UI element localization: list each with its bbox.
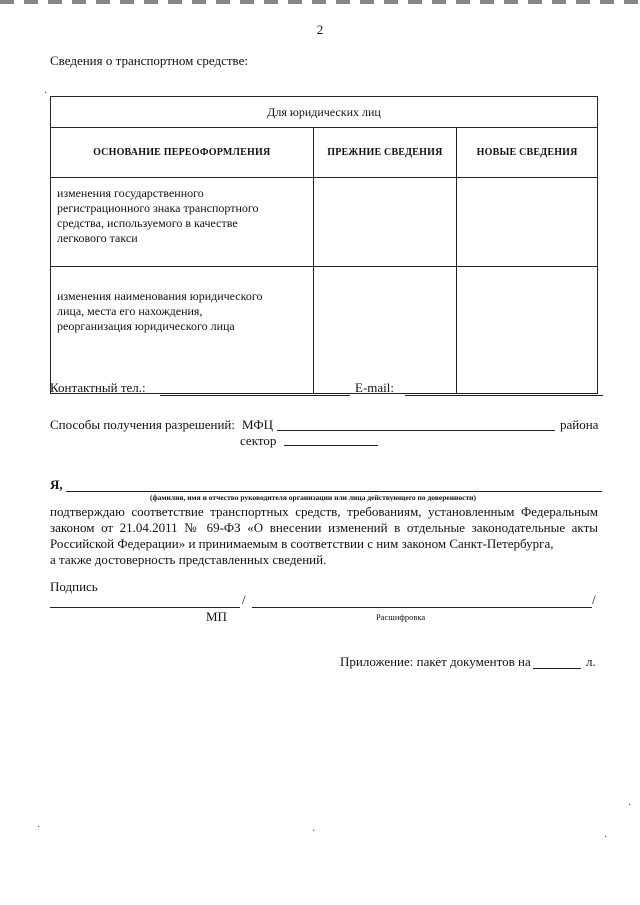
reason-line: регистрационного знака транспортного — [57, 201, 259, 215]
new-info-field[interactable] — [457, 178, 598, 267]
reason-line: средства, используемого в качестве — [57, 216, 238, 230]
scan-artifact-mark: · — [604, 832, 608, 843]
table-caption: Для юридических лиц — [51, 97, 598, 128]
stamp-label: МП — [206, 609, 227, 624]
signature-field[interactable] — [50, 607, 240, 608]
attachment-pages-field[interactable] — [533, 655, 581, 669]
reason-line: лица, места его нахождения, — [57, 304, 203, 318]
district-label: района — [560, 417, 599, 432]
new-info-field[interactable] — [457, 267, 598, 394]
scan-artifact-mark: · — [628, 800, 632, 811]
vehicle-info-table — [50, 96, 598, 394]
signature-label: Подпись — [50, 579, 98, 594]
reason-cell — [51, 178, 314, 267]
scan-artifact-mark: · — [44, 88, 48, 99]
slash-separator: / — [592, 592, 596, 607]
phone-label: Контактный тел.: — [50, 380, 146, 395]
slash-separator: / — [242, 592, 246, 607]
column-header-previous: ПРЕЖНИЕ СВЕДЕНИЯ — [313, 128, 457, 178]
table-row — [51, 267, 598, 394]
signature-transcript-field[interactable] — [252, 607, 592, 608]
name-field-caption: (фамилия, имя и отчество руководителя организации или лица действующего по доверенности) — [150, 493, 476, 502]
scan-artifact-mark: · — [37, 822, 41, 833]
applicant-name-field[interactable] — [66, 478, 602, 492]
table-row — [51, 178, 598, 267]
phone-field[interactable] — [160, 381, 350, 396]
page-top-edge — [0, 0, 640, 4]
ya-label: Я, — [50, 477, 63, 492]
reason-line: легкового такси — [57, 231, 138, 245]
section-title: Сведения о транспортном средстве: — [50, 53, 248, 68]
mfc-label: МФЦ — [242, 417, 274, 432]
previous-info-field[interactable] — [313, 178, 457, 267]
declaration-last-line: а также достоверность представленных сведений. — [50, 552, 327, 567]
page-number: 2 — [316, 22, 324, 37]
attachment-suffix: л. — [586, 654, 596, 669]
declaration-text — [50, 504, 598, 568]
sector-label: сектор — [240, 433, 277, 448]
reason-line: изменения наименования юридического — [57, 289, 263, 303]
transcript-label: Расшифровка — [376, 612, 426, 622]
permits-label: Способы получения разрешений: — [50, 417, 235, 432]
email-label: E-mail: — [355, 380, 394, 395]
previous-info-field[interactable] — [313, 267, 457, 394]
reason-cell — [51, 267, 314, 394]
sector-field[interactable] — [284, 445, 378, 446]
column-header-new: НОВЫЕ СВЕДЕНИЯ — [457, 128, 598, 178]
attachment-label: Приложение: пакет документов на — [340, 654, 531, 669]
email-field[interactable] — [405, 381, 603, 396]
scan-artifact-mark: · — [312, 826, 316, 837]
reason-line: реорганизация юридического лица — [57, 319, 235, 333]
reason-line: изменения государственного — [57, 186, 204, 200]
declaration-body: подтверждаю соответствие транспортных средств, требованиям, установленным Федеральным законом от 21.04.2011 № 69-ФЗ «О внесении изменений в отдельные законодательные акты Российской Федерации» и принимаемым в соответствии с ним законом Санкт-Петербурга, — [50, 504, 598, 551]
column-header-reason: ОСНОВАНИЕ ПЕРЕОФОРМЛЕНИЯ — [51, 128, 314, 178]
mfc-district-field[interactable] — [277, 430, 555, 431]
